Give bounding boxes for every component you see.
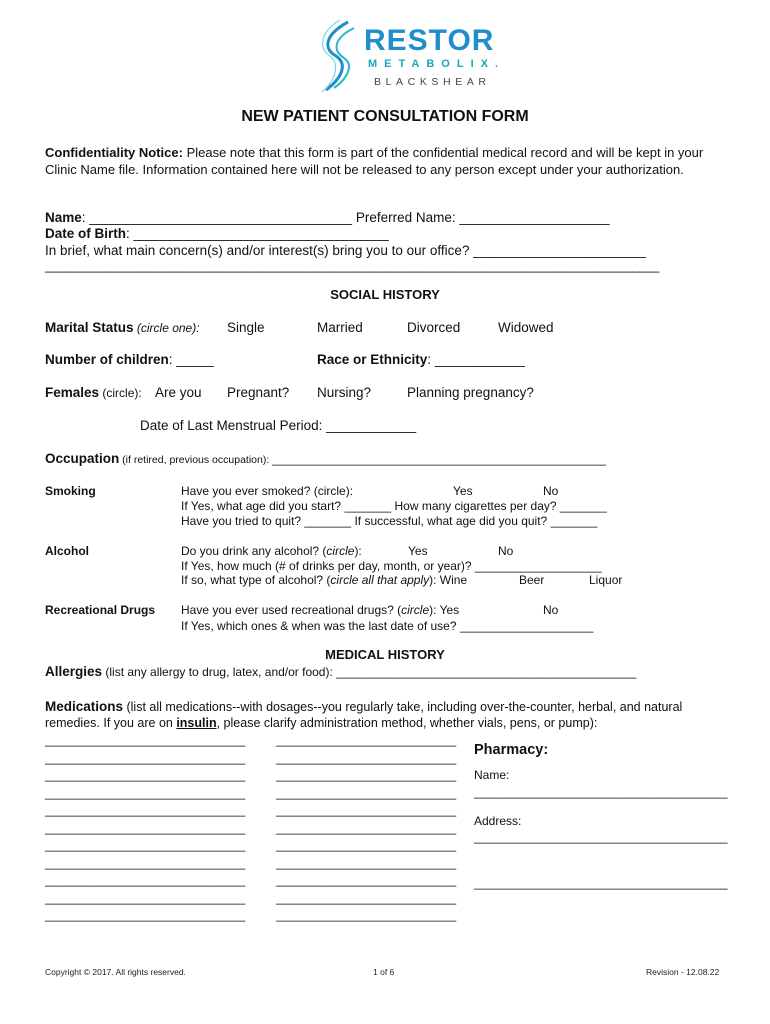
concern-field[interactable]: In brief, what main concern(s) and/or interest(s) bring you to our office? _______________________ — [45, 243, 646, 258]
females-option-planning[interactable]: Planning pregnancy? — [407, 385, 534, 400]
children-field[interactable]: : _____ — [168, 352, 214, 367]
smoking-label: Smoking — [45, 484, 96, 498]
alcohol-liquor-option[interactable]: Liquor — [589, 573, 623, 587]
pharmacy-address-field-2[interactable]: ______________________________________ — [474, 876, 728, 890]
children-label: Number of children — [45, 352, 169, 367]
medication-line-left[interactable]: ______________________________ — [45, 855, 246, 870]
medication-line-right[interactable]: ___________________________ — [276, 768, 457, 782]
medication-line-right[interactable]: ___________________________ — [276, 838, 457, 852]
drugs-question[interactable]: Have you ever used recreational drugs? (circle): Yes — [181, 603, 460, 617]
medication-line-left[interactable]: ______________________________ — [45, 803, 246, 817]
social-history-heading: SOCIAL HISTORY — [330, 287, 440, 302]
marital-option-widowed[interactable]: Widowed — [498, 320, 554, 335]
dob-row — [45, 226, 389, 241]
occupation-row: Occupation (if retired, previous occupation): __________________________________________________ — [45, 451, 606, 466]
smoking-quit-field[interactable]: Have you tried to quit? _______ If successful, what age did you quit? _______ — [181, 514, 598, 528]
pharmacy-name-label: Name: — [474, 768, 510, 782]
allergies-row: Allergies (list any allergy to drug, latex, and/or food): _____________________________________________ — [45, 664, 637, 679]
footer-copyright: Copyright © 2017. All rights reserved. — [45, 967, 186, 977]
confidentiality-label: Confidentiality Notice: — [45, 145, 183, 160]
name-row — [45, 210, 610, 225]
medication-line-right[interactable]: ___________________________ — [276, 803, 457, 817]
medication-line-left[interactable]: ______________________________ — [45, 890, 246, 905]
medication-line-left[interactable]: ______________________________ — [45, 768, 246, 782]
name-label: Name — [45, 210, 82, 225]
medication-line-right[interactable]: ___________________________ — [276, 785, 457, 800]
medication-line-left[interactable]: ______________________________ — [45, 908, 246, 922]
race-row — [317, 352, 525, 367]
dob-label: Date of Birth — [45, 226, 126, 241]
smoking-start-age-field[interactable]: If Yes, what age did you start? _______ How many cigarettes per day? _______ — [181, 499, 607, 513]
alcohol-yes-option[interactable]: Yes — [408, 544, 428, 558]
swirl-logo-icon — [318, 18, 364, 94]
alcohol-type-question[interactable]: If so, what type of alcohol? (circle all that apply): Wine — [181, 573, 468, 587]
alcohol-no-option[interactable]: No — [498, 544, 514, 558]
clinic-logo — [318, 18, 506, 94]
medication-line-right[interactable]: ___________________________ — [276, 750, 457, 765]
marital-option-single[interactable]: Single — [227, 320, 265, 335]
medication-line-right[interactable]: ___________________________ — [276, 890, 457, 905]
medication-line-left[interactable]: ______________________________ — [45, 820, 246, 835]
concern-line[interactable]: _____________________________________________________________________________________________ — [45, 259, 659, 273]
medication-lines-left — [45, 733, 245, 926]
smoking-yes-option[interactable]: Yes — [453, 484, 473, 498]
medication-line-left[interactable]: ______________________________ — [45, 750, 246, 765]
medical-history-heading: MEDICAL HISTORY — [325, 647, 445, 662]
pharmacy-address-field-1[interactable]: ______________________________________ — [474, 830, 728, 844]
occupation-field[interactable]: __________________________________________________ — [272, 452, 606, 466]
brand-subtitle: METABOLIX. — [368, 58, 506, 70]
medication-line-right[interactable]: ___________________________ — [276, 873, 457, 887]
marital-status-label: Marital Status (circle one): — [45, 320, 200, 335]
occupation-label: Occupation — [45, 451, 120, 466]
medications-instructions: Medications (list all medications--with dosages--you regularly take, including over-the-counter, herbal, and natural remedies. If you are on insulin, please clarify administration method, whether vials, pens, or pump): — [45, 699, 683, 730]
children-row — [45, 352, 214, 367]
dob-field[interactable]: : __________________________________ — [126, 226, 389, 241]
medication-line-right[interactable]: ___________________________ — [276, 908, 457, 922]
alcohol-beer-option[interactable]: Beer — [519, 573, 545, 587]
medication-line-right[interactable]: ___________________________ — [276, 733, 457, 747]
drugs-no-option[interactable]: No — [543, 603, 559, 617]
pharmacy-address-label: Address: — [474, 814, 522, 828]
alcohol-label: Alcohol — [45, 544, 89, 558]
brand-location: BLACKSHEAR — [374, 76, 491, 88]
race-field[interactable]: : ____________ — [427, 352, 525, 367]
footer-revision: Revision - 12.08.22 — [646, 967, 720, 977]
females-prompt: Are you — [155, 385, 202, 400]
preferred-name-field[interactable]: Preferred Name: ____________________ — [355, 210, 610, 225]
medication-line-left[interactable]: ______________________________ — [45, 838, 246, 852]
alcohol-question: Do you drink any alcohol? (circle): — [181, 544, 362, 558]
marital-option-married[interactable]: Married — [317, 320, 363, 335]
marital-option-divorced[interactable]: Divorced — [407, 320, 461, 335]
medication-line-left[interactable]: ______________________________ — [45, 873, 246, 887]
pharmacy-heading: Pharmacy: — [474, 742, 549, 758]
females-option-pregnant[interactable]: Pregnant? — [227, 385, 290, 400]
medication-line-left[interactable]: ______________________________ — [45, 733, 246, 747]
drugs-which-field[interactable]: If Yes, which ones & when was the last date of use? ____________________ — [181, 619, 594, 633]
females-label: Females (circle): — [45, 385, 142, 400]
medication-line-left[interactable]: ______________________________ — [45, 785, 246, 800]
pharmacy-name-field[interactable]: ______________________________________ — [474, 785, 728, 799]
race-label: Race or Ethnicity — [317, 352, 428, 367]
medication-line-right[interactable]: ___________________________ — [276, 820, 457, 835]
medication-line-right[interactable]: ___________________________ — [276, 855, 457, 870]
smoking-no-option[interactable]: No — [543, 484, 559, 498]
lmp-field[interactable]: Date of Last Menstrual Period: ____________ — [140, 418, 417, 433]
form-title: NEW PATIENT CONSULTATION FORM — [241, 108, 529, 125]
females-option-nursing[interactable]: Nursing? — [317, 385, 372, 400]
alcohol-amount-field[interactable]: If Yes, how much (# of drinks per day, month, or year)? ___________________ — [181, 559, 602, 573]
allergies-label: Allergies — [45, 664, 103, 679]
footer-page-number: 1 of 6 — [373, 967, 395, 977]
confidentiality-text: Please note that this form is part of the confidential medical record and will be kept in your Clinic Name file. Information contained here will not be released to any person except under your authorization. — [45, 145, 704, 177]
medications-label: Medications — [45, 699, 124, 714]
brand-name: RESTOR — [364, 24, 495, 57]
drugs-label: Recreational Drugs — [45, 603, 156, 617]
allergies-field[interactable]: _____________________________________________ — [336, 665, 637, 679]
name-field[interactable]: : ___________________________________ — [81, 210, 356, 225]
medication-lines-right — [276, 733, 456, 926]
confidentiality-notice — [45, 144, 725, 178]
smoking-question: Have you ever smoked? (circle): — [181, 484, 354, 498]
